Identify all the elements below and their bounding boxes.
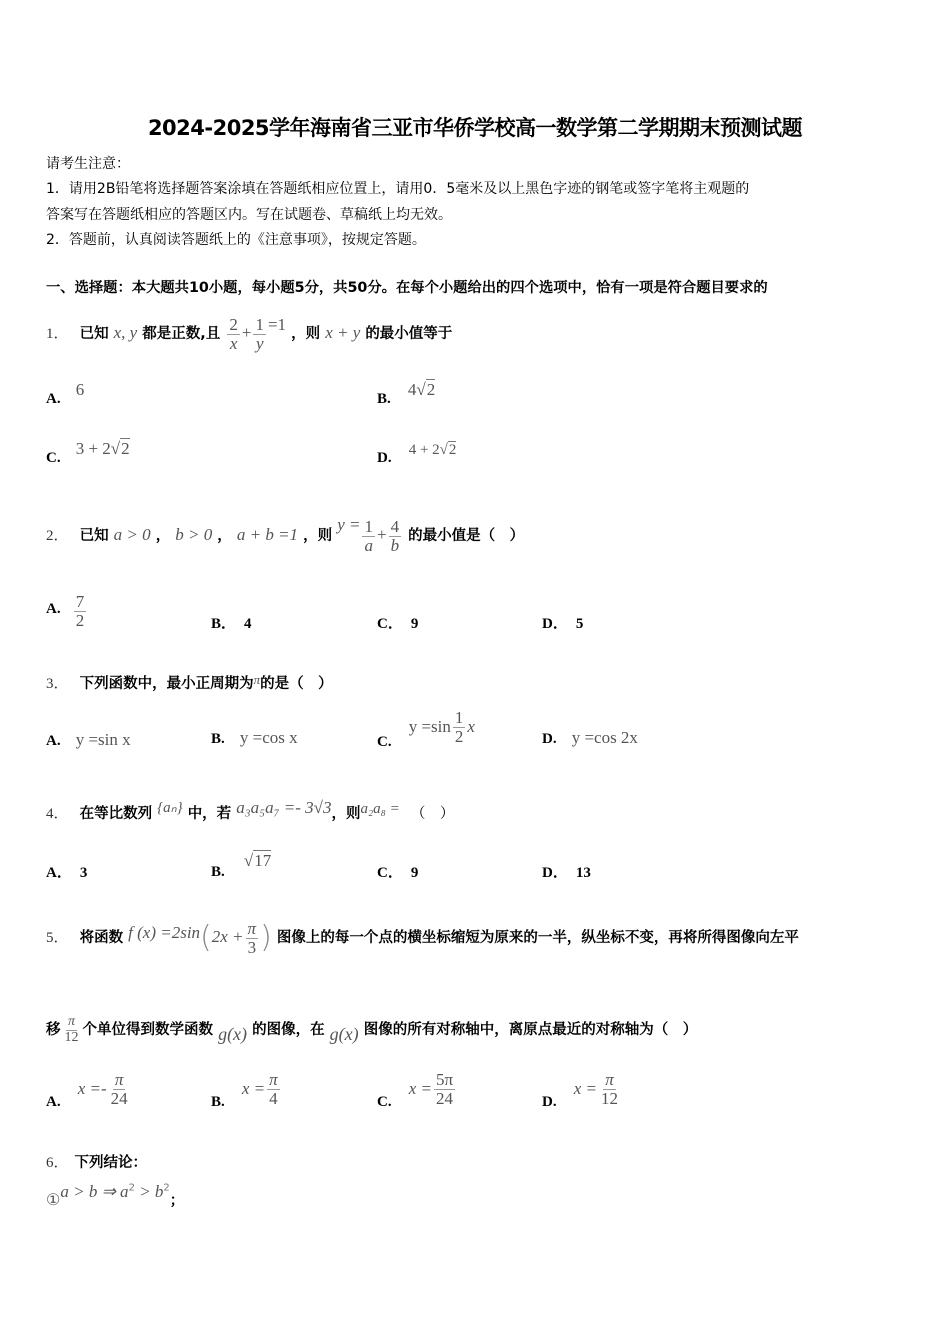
question-5: 5． 将函数 f (x) =2sin(2x + $\frac{\pi}{3}$ ) 图像上的每一个点的横坐标缩短为原来的一半，纵坐标不变，再将所得图像向左平 <box>46 918 799 957</box>
option-5d[interactable]: D. x = $\frac{\pi}{12}$ <box>542 1070 618 1110</box>
notice-line-2: 答案写在答题纸相应的答题区内。写在试题卷、草稿纸上均无效。 <box>46 207 452 223</box>
question-3: 3． 下列函数中，最小正周期为π的是（ ） <box>46 672 333 692</box>
question-5-continued: 移 $\frac{\pi}{12}$ 个单位得到数学函数 g(x) 的图像，在 g(x) 图像的所有对称轴中，离原点最近的对称轴为（ ） <box>46 1013 698 1045</box>
option-4c[interactable]: C． 9 <box>377 865 419 881</box>
option-4a[interactable]: A． 3 <box>46 865 88 881</box>
condition-formula: $\frac{2}{x}$ + $\frac{1}{y}$ =1 <box>229 314 287 353</box>
option-3d[interactable]: D. y =cos 2x <box>542 728 638 747</box>
question-4: 4． 在等比数列 {aₙ} 中，若 a₃a₅a₇ =- 3√3，则a₂a₈ = （ ） <box>46 798 455 822</box>
expression-formula: y = $\frac{1}{a}$ + $\frac{4}{b}$ <box>337 515 400 555</box>
option-1d[interactable]: D. 4 + 2√2 <box>377 442 457 466</box>
section-heading: 一、选择题：本大题共10小题，每小题5分，共50分。在每个小题给出的四个选项中，恰有一项是符合题目要求的 <box>46 280 768 296</box>
notice-line-1: 1．请用2B铅笔将选择题答案涂填在答题纸相应位置上，请用0．5毫米及以上黑色字迹的钢笔或签字笔将主观题的 <box>46 181 750 197</box>
page-title: 2024-2025学年海南省三亚市华侨学校高一数学第二学期期末预测试题 <box>147 116 803 140</box>
option-3a[interactable]: A. y =sin x <box>46 730 131 749</box>
question-2: 2． 已知 a > 0 ， b > 0 ， a + b =1 ，则 y = $\frac{1}{a}$ + $\frac{4}{b}$ 的最小值是（ ） <box>46 515 525 555</box>
notice-line-3: 2．答题前，认真阅读答题纸上的《注意事项》，按规定答题。 <box>46 232 426 248</box>
function-formula: f (x) =2sin(2x + $\frac{\pi}{3}$ ) <box>128 918 272 957</box>
option-1b[interactable]: B. 4√2 <box>377 380 436 407</box>
option-1a[interactable]: A. 6 <box>46 380 85 407</box>
question-number: 1． <box>46 326 69 342</box>
option-2d[interactable]: D． 5 <box>542 616 584 632</box>
circled-number-icon: ① <box>46 1192 61 1209</box>
option-4b[interactable]: B. √17 <box>211 851 272 880</box>
option-5c[interactable]: C. x = $\frac{5\pi}{24}$ <box>377 1070 454 1110</box>
option-2b[interactable]: B． 4 <box>211 616 252 632</box>
statement-1: ①a > b ⇒ $a^2 > b^2$； <box>46 1182 185 1209</box>
option-5a[interactable]: A. x =- $\frac{\pi}{24}$ <box>46 1070 128 1110</box>
option-3c[interactable]: C. y =sin $\frac{1}{2}$ x <box>377 708 475 750</box>
option-4d[interactable]: D． 13 <box>542 865 591 881</box>
option-2a[interactable]: A. $\frac{7}{2}$ <box>46 592 85 630</box>
option-2c[interactable]: C． 9 <box>377 616 419 632</box>
question-6: 6． 下列结论： <box>46 1155 148 1171</box>
option-3b[interactable]: B. y =cos x <box>211 728 298 747</box>
option-1c[interactable]: C. 3 + 2√2 <box>46 439 130 466</box>
question-1: 1． 已知 x, y 都是正数,且 $\frac{2}{x}$ + $\frac{1}{y}$ =1 ，则 x + y 的最小值等于 <box>46 314 453 353</box>
option-5b[interactable]: B. x = $\frac{\pi}{4}$ <box>211 1070 278 1110</box>
notice-heading: 请考生注意： <box>46 156 130 172</box>
